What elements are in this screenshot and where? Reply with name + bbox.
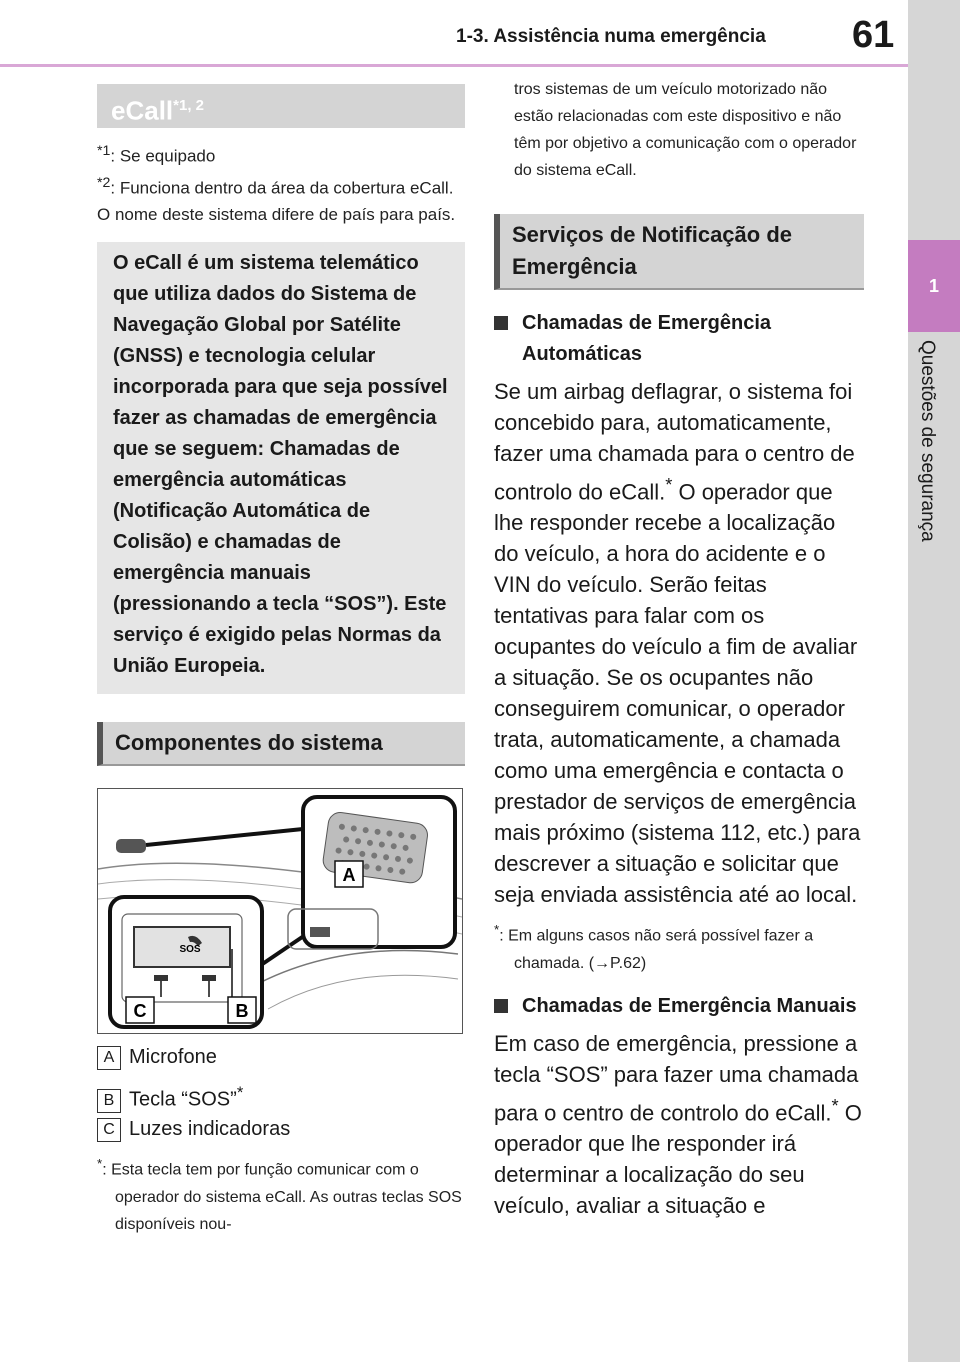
chapter-number: 1 — [908, 240, 960, 332]
footnote-2-mark: *2 — [97, 174, 111, 191]
legend-tag: B — [97, 1089, 121, 1113]
right-column — [494, 76, 864, 1221]
side-tab — [908, 0, 960, 1362]
bullet-square-icon — [494, 316, 508, 330]
footnote-1 — [97, 138, 465, 170]
footnote-1-mark: *1 — [97, 143, 111, 159]
bullet-square-icon — [494, 999, 508, 1013]
manual-calls-mark: * — [831, 1094, 839, 1116]
ecall-title: eCall — [111, 95, 174, 126]
legend-text: Microfone — [129, 1046, 217, 1069]
manual-calls-text-1: Em caso de emergência, pressione a tecla “SOS” para fazer uma chamada para o centro de controlo do eCall. — [494, 1030, 859, 1125]
manual-calls-heading — [494, 991, 864, 1022]
ecall-heading — [97, 84, 465, 128]
system-diagram — [97, 788, 463, 1034]
legend-tag: A — [97, 1046, 121, 1070]
footnote-2-text: : Funciona dentro da área da cobertura eCall. O nome deste sistema difere de país para país. — [97, 178, 456, 225]
diagram-illustration — [98, 789, 462, 1033]
auto-calls-mark: * — [665, 474, 673, 495]
components-heading: Componentes do sistema — [97, 722, 465, 766]
header-divider — [0, 64, 908, 67]
manual-calls-title: Chamadas de Emergência Manuais — [522, 994, 857, 1017]
legend-item-c — [97, 1116, 465, 1142]
page-number: 61 — [852, 14, 895, 56]
diagram-label-b: B — [235, 1001, 249, 1022]
legend-text: Luzes indicadoras — [129, 1118, 291, 1141]
diagram-sos-label: SOS — [179, 944, 201, 956]
ecall-title-sup: *1, 2 — [173, 97, 205, 114]
auto-calls-title: Chamadas de Emergência Automáticas — [522, 312, 771, 365]
diagram-label-c: C — [133, 1001, 147, 1022]
section-title: 1-3. Assistência numa emergência — [456, 26, 766, 47]
auto-calls-note — [494, 916, 864, 976]
component-legend — [97, 1044, 465, 1142]
footnote-2 — [97, 170, 465, 229]
auto-calls-text-2: O operador que lhe responder recebe a localização do veículo, a hora do acidente e o VIN do veículo. Serão feitas tentativas para falar com os ocupantes do veículo a fim de avaliar a situação. Se os ocupantes não conseguirem comunicar, o operador trata, automaticamente, a chamada como uma emergência e contacta o prestador de serviços de emergência mais próximo (sistema 112, etc.) para descrever a situação e solicitar que seja enviada assistência até ao local. — [494, 479, 861, 908]
auto-calls-body — [494, 376, 864, 910]
component-note-mark: * — [97, 1156, 103, 1172]
manual-calls-body — [494, 1028, 864, 1221]
footnote-1-text: : Se equipado — [110, 146, 216, 166]
diagram-label-a: A — [342, 865, 356, 886]
left-column — [97, 84, 465, 1238]
legend-item-b — [97, 1080, 465, 1111]
chapter-label: Questões de segurança — [917, 340, 938, 542]
auto-calls-text-1: Se um airbag deflagrar, o sistema foi concebido para, automaticamente, fazer uma chamada para o centro de controlo do eCall. — [494, 379, 855, 505]
auto-calls-note-text: : Em alguns casos não será possível fazer a chamada. (→P.62) — [499, 927, 814, 972]
legend-mark: * — [236, 1083, 244, 1103]
legend-tag: C — [97, 1118, 121, 1142]
manual-calls-text-2: O operador que lhe responder irá determinar a localização do seu veículo, avaliar a situação e — [494, 1099, 862, 1218]
services-heading: Serviços de Notificação de Emergência — [494, 214, 864, 290]
auto-calls-note-mark: * — [494, 922, 500, 938]
component-note — [97, 1150, 465, 1237]
component-note-text: : Esta tecla tem por função comunicar com o operador do sistema eCall. As outras teclas SOS disponíveis nou- — [102, 1161, 462, 1233]
auto-calls-heading — [494, 308, 864, 370]
note-continuation: tros sistemas de um veículo motorizado não estão relacionadas com este dispositivo e não têm por objetivo a comunicação com o operador do sistema eCall. — [514, 81, 857, 179]
legend-item-a — [97, 1044, 465, 1070]
intro-box: O eCall é um sistema telemático que utiliza dados do Sistema de Navegação Global por Satélite (GNSS) e tecnologia celular incorporada para que seja possível fazer as chamadas de emergência que se seguem: Chamadas de emergência automáticas (Notificação Automática de Colisão) e chamadas de emergência manuais (pressionando a tecla “SOS”). Este serviço é exigido pelas Normas da União Europeia. — [97, 242, 465, 694]
legend-text: Tecla “SOS” — [129, 1088, 237, 1111]
